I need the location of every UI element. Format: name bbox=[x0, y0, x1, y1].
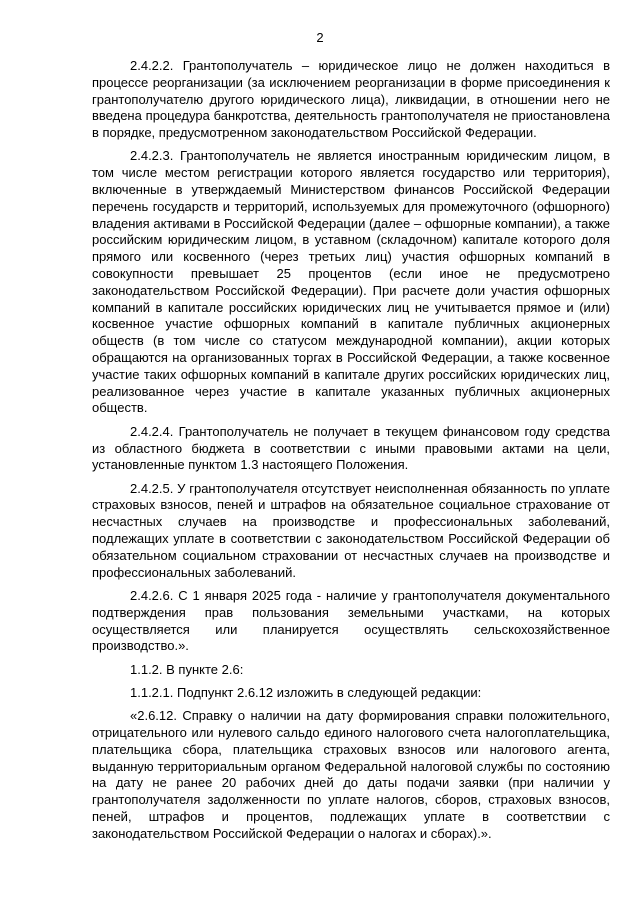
page-number: 2 bbox=[316, 30, 324, 45]
paragraph-1-1-2-1: 1.1.2.1. Подпункт 2.6.12 изложить в следующей редакции: bbox=[130, 684, 482, 700]
paragraph-2-4-2-4: 2.4.2.4. Грантополучатель не получает в текущем финансовом году средства из областного бюджета в соответствии с иными правовыми актами на цели, установленные пунктом 1.3 настоящего Положения. bbox=[92, 423, 610, 473]
paragraph-2-6-12: «2.6.12. Справку о наличии на дату формирования справки положительного, отрицательного или нулевого сальдо единого налогового счета налогоплательщика, плательщика сбора, плательщика страховых взносов или налогового агента, выданную территориальным органом Федеральной налоговой службы по состоянию на дату не ранее 20 рабочих дней до даты подачи заявки (при наличии у грантополучателя задолженности по уплате налогов, сборов, страховых взносов, пеней, штрафов и процентов, подлежащих уплате в соответствии с законодательством Российской Федерации о налогах и сборах).». bbox=[92, 708, 610, 841]
paragraph-2-4-2-3: 2.4.2.3. Грантополучатель не является иностранным юридическим лицом, в том числе местом регистрации которого является государство или территория), включенные в утверждаемый Министерством финансов Российской Федерации перечень государств и территорий, используемых для промежуточного (офшорного) владения активами в Российской Федерации (далее – офшорные компании), а также российским юридическим лицом, в уставном (складочном) капитале которого доля прямого или косвенного (через третьих лиц) участия офшорных компаний в совокупности превышает 25 процентов (если иное не предусмотрено законодательством Российской Федерации). При расчете доли участия офшорных компаний в капитале российских юридических лиц не учитывается прямое и (или) косвенное участие офшорных компаний в капитале публичных акционерных обществ (в том числе со статусом международной компании), акции которых обращаются на организованных торгах в Российской Федерации, а также косвенное участие таких офшорных компаний в капитале других российских юридических лиц, реализованное через участие в капитале указанных публичных акционерных обществ. bbox=[92, 148, 610, 416]
document-body bbox=[92, 58, 610, 849]
paragraph-2-4-2-5: 2.4.2.5. У грантополучателя отсутствует неисполненная обязанность по уплате страховых взносов, пеней и штрафов на обязательное социальное страхование от несчастных случаев на производстве и профессиональных заболеваний, подлежащих уплате в соответствии с законодательством Российской Федерации об обязательном социальном страховании от несчастных случаев на производстве и профессиональных заболеваний. bbox=[92, 480, 610, 580]
paragraph-2-4-2-6: 2.4.2.6. С 1 января 2025 года - наличие у грантополучателя документального подтверждения прав пользования земельными участками, на которых осуществляется или планируется осуществлять сельскохозяйственное производство.». bbox=[92, 587, 610, 654]
paragraph-2-4-2-2: 2.4.2.2. Грантополучатель – юридическое лицо не должен находиться в процессе реорганизации (за исключением реорганизации в форме присоединения к грантополучателю другого юридического лица), ликвидации, в отношении него не введена процедура банкротства, деятельность грантополучателя не приостановлена в порядке, предусмотренном законодательством Российской Федерации. bbox=[92, 58, 610, 141]
paragraph-1-1-2: 1.1.2. В пункте 2.6: bbox=[130, 661, 244, 677]
